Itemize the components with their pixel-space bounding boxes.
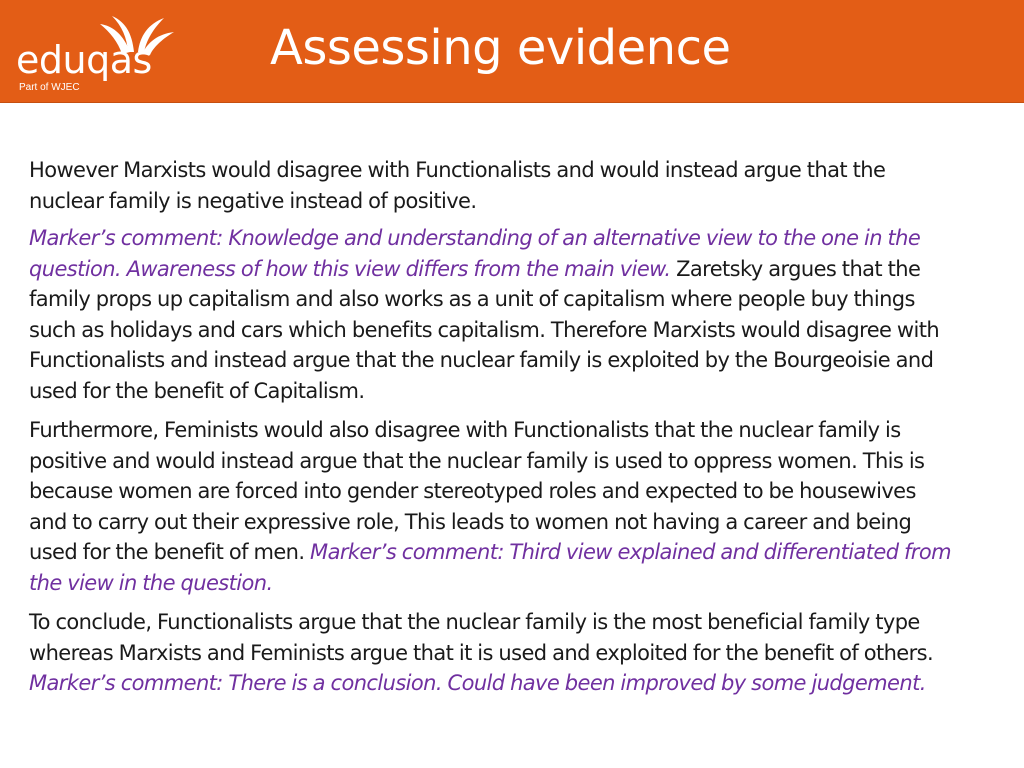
marker-comment: Marker’s comment: Knowledge and understanding of an alternative view to the one in the question. Awareness of how this view differs from the main view. — [29, 226, 921, 281]
marker-comment: Marker’s comment: There is a conclusion. Could have been improved by some judgement. — [29, 671, 926, 695]
essay-body — [29, 155, 959, 708]
paragraph-intro — [29, 155, 959, 216]
paragraph-text: However Marxists would disagree with Functionalists and would instead argue that the nuclear family is negative instead of positive. — [29, 158, 886, 213]
slide-header — [0, 0, 1024, 103]
paragraph-feminists — [29, 415, 959, 598]
paragraph-text: To conclude, Functionalists argue that the nuclear family is the most beneficial family type whereas Marxists and Feminists argue that it is used and exploited for the benefit of others. — [29, 610, 934, 665]
paragraph-text: Furthermore, Feminists would also disagree with Functionalists that the nuclear family is positive and would instead argue that the nuclear family is used to oppress women. This is because women are forced into gender stereotyped roles and expected to be housewives and to carry out their expressive role, This leads to women not having a career and being used for the benefit of men. — [29, 418, 925, 564]
eduqas-logo — [16, 12, 166, 92]
marker-comment: Marker’s comment: Third view explained and differentiated from the view in the question. — [29, 540, 951, 595]
page-title: Assessing evidence — [270, 20, 731, 76]
logo-subtitle: Part of WJEC — [19, 82, 80, 93]
paragraph-conclusion — [29, 607, 959, 699]
paragraph-marxists — [29, 223, 959, 406]
logo-wordmark: eduqas — [16, 38, 152, 82]
paragraph-text: Zaretsky argues that the family props up capitalism and also works as a unit of capitalism where people buy things such as holidays and cars which benefits capitalism. Therefore Marxists would disagree with Functionalists and instead argue that the nuclear family is exploited by the Bourgeoisie and used for the benefit of Capitalism. — [29, 256, 940, 403]
